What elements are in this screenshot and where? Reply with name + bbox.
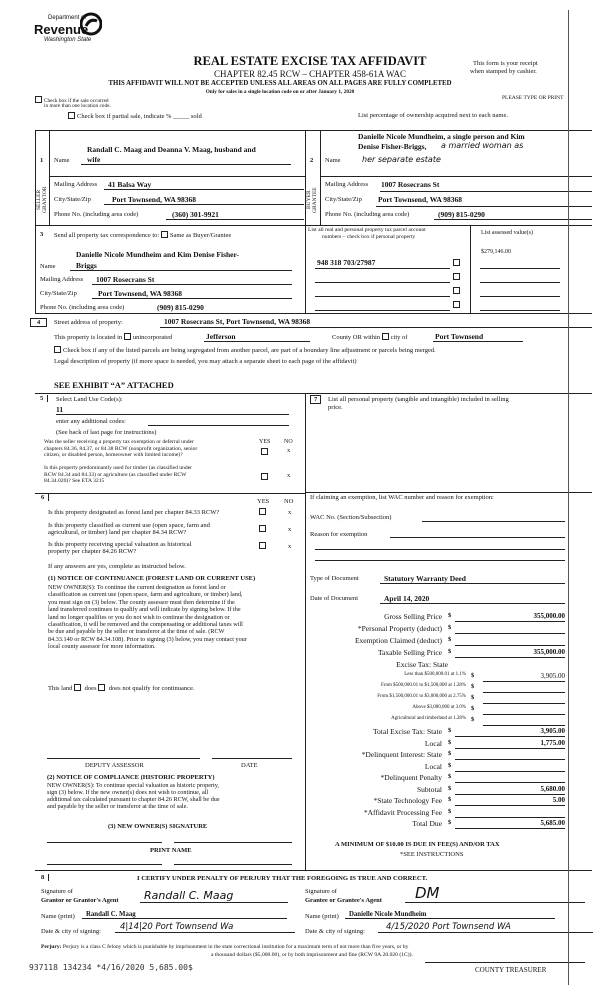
- tax-row-value: [455, 750, 565, 760]
- tax-row-label: From $1,500,000.01 to $3,000,000 at 2.75%: [377, 694, 466, 699]
- partial-sale-checkbox[interactable]: [68, 112, 202, 120]
- label: city of: [390, 334, 408, 341]
- section-number: 4: [30, 318, 47, 327]
- correspondence-mail: 1007 Rosecrans St: [92, 275, 292, 285]
- seller-name: Randall C. Maag and Deanna V. Maag, husband and: [87, 145, 256, 154]
- tax-row-value: [483, 716, 565, 726]
- dollar-sign: $: [448, 648, 452, 655]
- underline: [380, 191, 592, 192]
- buyer-city: Port Townsend, WA 98368: [378, 195, 463, 204]
- divider: [320, 130, 321, 225]
- correspondence-name: Briggs: [70, 261, 292, 271]
- label: Name: [40, 263, 56, 270]
- buyer-name: Denise Fisher-Briggs,: [358, 142, 427, 151]
- yes-checkbox[interactable]: [259, 525, 266, 532]
- tax-row-label: From $500,000.01 to $1,500,000 at 1.28%: [381, 683, 466, 688]
- personal-property-checkbox[interactable]: [453, 301, 460, 308]
- label: (See back of last page for instructions): [56, 429, 157, 436]
- label: Check box if the sale occurred: [44, 98, 109, 104]
- divider: [49, 130, 50, 225]
- notice-title: (2) NOTICE OF COMPLIANCE (HISTORIC PROPERTY): [47, 774, 215, 781]
- label: Grantor or Grantor's Agent: [41, 897, 119, 904]
- seller-phone: (360) 301-9921: [166, 210, 304, 220]
- see-instructions: *SEE INSTRUCTIONS: [400, 851, 464, 858]
- receipt-note: when stamped by cashier.: [470, 68, 537, 75]
- legal-description-label: Legal description of property (if more space is needed, you may attach a separate sheet to each page of the affidavit): [54, 358, 357, 365]
- label: Mailing Address: [54, 181, 98, 188]
- divider: [35, 225, 592, 226]
- tax-row-label: Taxable Selling Price: [377, 648, 442, 657]
- dollar-sign: $: [448, 819, 452, 826]
- continuance-line: [48, 684, 195, 692]
- only-for-line: Only for sales in a single location code on or after January 1, 2020: [205, 89, 355, 95]
- tax-row-value: [455, 636, 565, 646]
- logo-text: Washington State: [44, 37, 92, 43]
- tax-row-value: [455, 762, 565, 772]
- minimum-note: A MINIMUM OF $10.00 IS DUE IN FEE(S) AND/OR TAX: [335, 841, 500, 848]
- label: enter any additional codes:: [56, 418, 126, 425]
- dollar-sign: $: [448, 808, 452, 815]
- dollar-sign: $: [448, 739, 452, 746]
- document-date: April 14, 2020: [380, 594, 565, 604]
- yes-checkbox[interactable]: [259, 508, 266, 515]
- tax-row-value: 3,905.00: [483, 672, 565, 682]
- tax-row-value: [483, 705, 565, 715]
- label: Select Land Use Code(s):: [56, 396, 123, 403]
- label: price.: [328, 404, 343, 411]
- dollar-sign: $: [471, 694, 475, 701]
- label: Phone No. (including area code): [54, 211, 139, 218]
- divider: [320, 176, 592, 177]
- does-not-checkbox[interactable]: [98, 684, 105, 691]
- city: Port Townsend: [433, 332, 523, 342]
- dollar-sign: $: [471, 716, 475, 723]
- tax-row-label: Local: [424, 739, 442, 748]
- wac-label: WAC No. (Section/Subsection): [310, 514, 392, 521]
- dollar-sign: $: [471, 705, 475, 712]
- reason-label: Reason for exemption: [310, 531, 368, 538]
- tax-row-value: 1,775.00: [455, 739, 565, 749]
- label: Same as Buyer/Grantee: [169, 232, 232, 239]
- dollar-sign: $: [448, 612, 452, 619]
- label: Send all property tax correspondence to:: [54, 232, 160, 239]
- checkbox[interactable]: [161, 231, 168, 238]
- personal-property-checkbox[interactable]: [453, 259, 460, 266]
- dollar-sign: $: [471, 672, 475, 679]
- dollar-sign: $: [448, 796, 452, 803]
- label: List all personal property (tangible and intangible) included in selling: [328, 396, 509, 403]
- question: Was the seller receiving a property tax exemption or deferral under chapters 84.36, 84.37, or 84.38 RCW (nonprofit organization, senior citizen, or disabled person, homeowner with limited income)?: [44, 439, 198, 458]
- county-treasurer-label: COUNTY TREASURER: [475, 966, 547, 974]
- cashier-stamp: 937118 134234 *4/16/2020 5,685.00$: [29, 963, 193, 972]
- parcel-number: 948 318 703/27987: [317, 258, 376, 267]
- legal-description: SEE EXHIBIT “A” ATTACHED: [54, 380, 174, 390]
- label: Name: [54, 157, 70, 164]
- section-number: 5: [36, 395, 48, 402]
- print-name-label: PRINT NAME: [150, 847, 192, 854]
- tax-row-label: *Delinquent Penalty: [380, 773, 442, 782]
- label: Check box if any of the listed parcels are being segregated from another parcel, are part of a boundary line adjustment or parcels being merged.: [63, 347, 436, 354]
- logo-text: Revenue: [34, 22, 89, 37]
- tax-row-label: *Personal Property (deduct): [357, 624, 442, 633]
- label: City/State/Zip: [54, 196, 91, 203]
- personal-property-checkbox[interactable]: [453, 273, 460, 280]
- grantee-signature: DM: [405, 884, 585, 903]
- instruction: If any answers are yes, complete as instructed below.: [48, 563, 186, 570]
- label: This land: [48, 685, 73, 692]
- tax-row-value: 5.00: [455, 796, 565, 806]
- label: does not qualify for continuance.: [108, 685, 195, 692]
- notice-text: NEW OWNER(S): To continue special valuation as historic property, sign (3) below. If the new owner(s) does not wish to continue, all additional tax calculated pursuant to chapter 84.26 RCW, shall be due and payable by the seller or transferor at the time of sale.: [47, 782, 220, 810]
- yes-checkbox[interactable]: [259, 542, 266, 549]
- grantor-name: Randall C. Maag: [82, 911, 287, 919]
- label: City/State/Zip: [325, 196, 362, 203]
- grantee-name: Danielle Nicole Mundheim: [345, 911, 555, 919]
- tax-row-value: [455, 624, 565, 634]
- form-title: REAL ESTATE EXCISE TAX AFFIDAVIT: [193, 54, 427, 68]
- dollar-sign: $: [448, 624, 452, 631]
- label: City/State/Zip: [40, 290, 77, 297]
- label: County OR within: [332, 334, 381, 341]
- grantor-date-city: 4|14|20 Port Townsend Wa: [115, 922, 295, 933]
- section-number: 7: [310, 395, 321, 404]
- tax-row-value: 5,680.00: [455, 785, 565, 795]
- personal-property-checkbox[interactable]: [453, 287, 460, 294]
- no-mark: x: [288, 526, 292, 533]
- receipt-note: This form is your receipt: [473, 60, 538, 67]
- label: Name (print): [305, 913, 339, 920]
- tax-row-label: Above $3,000,000 at 3.0%: [412, 705, 466, 710]
- label: Date & city of signing:: [305, 928, 365, 935]
- label: Date of Document: [310, 595, 359, 602]
- tax-row-label: Local: [424, 762, 442, 771]
- tax-row-value: [483, 694, 565, 704]
- tax-row-value: [483, 683, 565, 693]
- no-mark: x: [288, 543, 292, 550]
- seller-side-label: SELLER GRANTOR: [36, 186, 48, 214]
- scan-edge-line: [568, 10, 569, 985]
- label: Signature of: [305, 888, 337, 895]
- parcel-header: numbers – check box if personal property: [322, 234, 416, 240]
- label: does: [84, 685, 97, 692]
- list-percentage-note: List percentage of ownership acquired next to each name.: [358, 112, 508, 119]
- city-line: [332, 333, 407, 341]
- tax-row-label: Gross Selling Price: [384, 612, 442, 621]
- tax-row-value: [455, 773, 565, 783]
- yes-checkbox[interactable]: [261, 473, 268, 480]
- tax-row-label: Agricultural and timberland at 1.28%: [391, 716, 466, 721]
- divider: [35, 130, 592, 131]
- property-street: 1007 Rosecrans St, Port Townsend, WA 98368: [164, 317, 311, 326]
- label: Street address of property:: [54, 319, 123, 326]
- buyer-name-handwritten: her separate estate: [362, 155, 441, 164]
- tax-row-label: Exemption Claimed (deduct): [354, 636, 442, 645]
- grantor-signature: Randall C. Maag: [140, 889, 288, 903]
- tax-row-label: *Delinquent Interest: State: [361, 750, 442, 759]
- dollar-sign: $: [448, 727, 452, 734]
- tax-row-label: Total Excise Tax: State: [372, 727, 442, 736]
- buyer-name: Danielle Nicole Mundheim, a single person and Kim: [358, 132, 525, 141]
- section-number: 3: [40, 231, 44, 238]
- dollar-sign: $: [448, 636, 452, 643]
- tax-row-value: 355,000.00: [455, 612, 565, 622]
- dollar-sign: $: [471, 683, 475, 690]
- unincorporated-checkbox[interactable]: [124, 333, 131, 340]
- land-use-code: 11: [56, 405, 289, 415]
- no-mark: x: [287, 447, 291, 454]
- logo-text: Department of: [48, 15, 87, 21]
- question: Is this property classified as current use (open space, farm and agricultural, or timber) land per chapter 84.34 RCW?: [48, 522, 210, 536]
- yes-header: YES: [257, 498, 270, 505]
- dollar-sign: $: [448, 773, 452, 780]
- buyer-side-label: BUYER GRANTEE: [306, 187, 318, 213]
- chapter-line: CHAPTER 82.45 RCW – CHAPTER 458-61A WAC: [214, 69, 406, 79]
- label: This property is located in: [54, 334, 123, 341]
- grantee-date-city: 4/15/2020 Port Townsend WA: [378, 922, 593, 933]
- checkbox[interactable]: [35, 96, 42, 103]
- located-line: [54, 333, 172, 341]
- tax-row-label: *State Technology Fee: [373, 796, 442, 805]
- perjury-note: Perjury: Perjury is a class C felony which is punishable by imprisonment in the state correctional institution for a maximum term of not more than five years, or by: [41, 944, 409, 950]
- correspondence-phone: (909) 815-0290: [157, 303, 204, 312]
- section-number: 8: [41, 874, 49, 881]
- no-header: NO: [284, 498, 294, 505]
- same-as-buyer[interactable]: [54, 231, 231, 239]
- buyer-mail: 1007 Rosecrans St: [381, 180, 440, 189]
- tax-row-label: *Affidavit Processing Fee: [363, 808, 442, 817]
- label: Type of Document: [310, 575, 359, 582]
- label: Signature of: [41, 888, 73, 895]
- label: Name (print): [41, 913, 75, 920]
- buyer-phone: (909) 815-0290: [434, 210, 592, 220]
- document-type: Statutory Warranty Deed: [380, 574, 565, 584]
- label: Grantee or Grantee's Agent: [305, 897, 382, 904]
- parcel-header: List all real and personal property tax parcel account: [308, 227, 426, 233]
- correspondence-city: Port Townsend, WA 98368: [92, 289, 292, 299]
- notice-title: (1) NOTICE OF CONTINUANCE (FOREST LAND OR CURRENT USE): [48, 575, 256, 582]
- notice-text: NEW OWNER(S): To continue the current designation as forest land or classification as current use (open space, farm and agriculture, or timber) land, you must sign on (3) below. The county assessor must then determine if the land transferred continues to qualify and will indicate by signing below. If the land no longer qualifies or you do not wish to continue the designation or classification, it will be removed and the compensating or additional taxes will be due and payable by the seller or transferor at the time of sale. (RCW 84.33.140 or RCW 84.34.108). Prior to signing (3) below, you may contact your local county assessor for more information.: [48, 584, 247, 651]
- seller-city: Port Townsend, WA 98368: [104, 195, 304, 205]
- perjury-note: a thousand dollars ($5,000.00), or by both imprisonment and fine (RCW 9A.20.020 (1C)).: [211, 952, 413, 958]
- no-mark: x: [288, 509, 292, 516]
- dollar-sign: $: [448, 785, 452, 792]
- tax-row-label: Excise Tax: State: [396, 660, 448, 669]
- question: Is this property predominantly used for timber (as classified under RCW 84.34 and 84.33) or agriculture (as classified under RCW 84.34.020)? See ETA 3215: [44, 465, 193, 484]
- label: Phone No. (including area code): [40, 304, 125, 311]
- segregated-checkbox[interactable]: [54, 346, 436, 354]
- label: unincorporated: [132, 334, 173, 341]
- tax-row-label: Total Due: [412, 819, 442, 828]
- assessed-value: $279,146.00: [481, 249, 511, 255]
- label: Mailing Address: [325, 181, 369, 188]
- tax-row-value: 355,000.00: [455, 648, 565, 658]
- certify-statement: I CERTIFY UNDER PENALTY OF PERJURY THAT THE FOREGOING IS TRUE AND CORRECT.: [137, 875, 428, 882]
- checkbox[interactable]: [68, 112, 75, 119]
- no-mark: x: [287, 472, 291, 479]
- seller-mail: 41 Balsa Way: [104, 180, 304, 190]
- tax-row-value: 5,685.00: [455, 819, 565, 829]
- dollar-sign: $: [448, 762, 452, 769]
- county: Jefferson: [204, 332, 310, 342]
- warning-line: THIS AFFIDAVIT WILL NOT BE ACCEPTED UNLESS ALL AREAS ON ALL PAGES ARE FULLY COMPLETED: [108, 80, 452, 87]
- section-number: 6: [41, 494, 49, 501]
- tax-row-label: Less than $500,000.01 at 1.1%: [404, 672, 466, 677]
- tax-row-label: Subtotal: [416, 785, 442, 794]
- assessed-header: List assessed value(s): [481, 230, 533, 236]
- yes-header: YES: [259, 439, 271, 445]
- no-header: NO: [284, 439, 293, 445]
- exemption-label: If claiming an exemption, list WAC number and reason for exemption:: [310, 494, 494, 501]
- question: Is this property receiving special valuation as historical property per chapter 84.26 RCW?: [48, 541, 192, 555]
- label: in more than one location code.: [44, 103, 111, 109]
- divider: [50, 176, 305, 177]
- does-checkbox[interactable]: [74, 684, 81, 691]
- tax-row-value: [455, 808, 565, 818]
- city-checkbox[interactable]: [382, 333, 389, 340]
- new-owner-signature-label: (3) NEW OWNER(S) SIGNATURE: [108, 823, 208, 830]
- please-type: PLEASE TYPE OR PRINT: [502, 95, 564, 101]
- dor-logo-mark-icon: [80, 12, 102, 36]
- tax-row-value: 3,905.00: [455, 727, 565, 737]
- dollar-sign: $: [448, 750, 452, 757]
- date-label: DATE: [241, 762, 258, 769]
- label: Mailing Address: [40, 276, 84, 283]
- label: Date & city of signing:: [41, 928, 101, 935]
- yes-checkbox[interactable]: [261, 448, 268, 455]
- seller-name: wife: [81, 155, 291, 165]
- deputy-assessor-label: DEPUTY ASSESSOR: [85, 762, 144, 769]
- underline: [376, 206, 592, 207]
- checkbox[interactable]: [54, 346, 61, 353]
- section-number: 2: [310, 157, 314, 164]
- question: Is this property designated as forest land per chapter 84.33 RCW?: [48, 509, 220, 516]
- label: Phone No. (including area code): [325, 211, 410, 218]
- divider: [470, 225, 471, 313]
- label: Check box if partial sale, indicate % _____ sold: [77, 113, 202, 120]
- buyer-name-handwritten: a married woman as: [441, 141, 524, 150]
- correspondence-name: Danielle Nicole Mundheim and Kim Denise Fisher-: [76, 250, 240, 259]
- dor-logo: [34, 12, 104, 54]
- section-number: 1: [40, 157, 44, 164]
- label: Name: [325, 157, 341, 164]
